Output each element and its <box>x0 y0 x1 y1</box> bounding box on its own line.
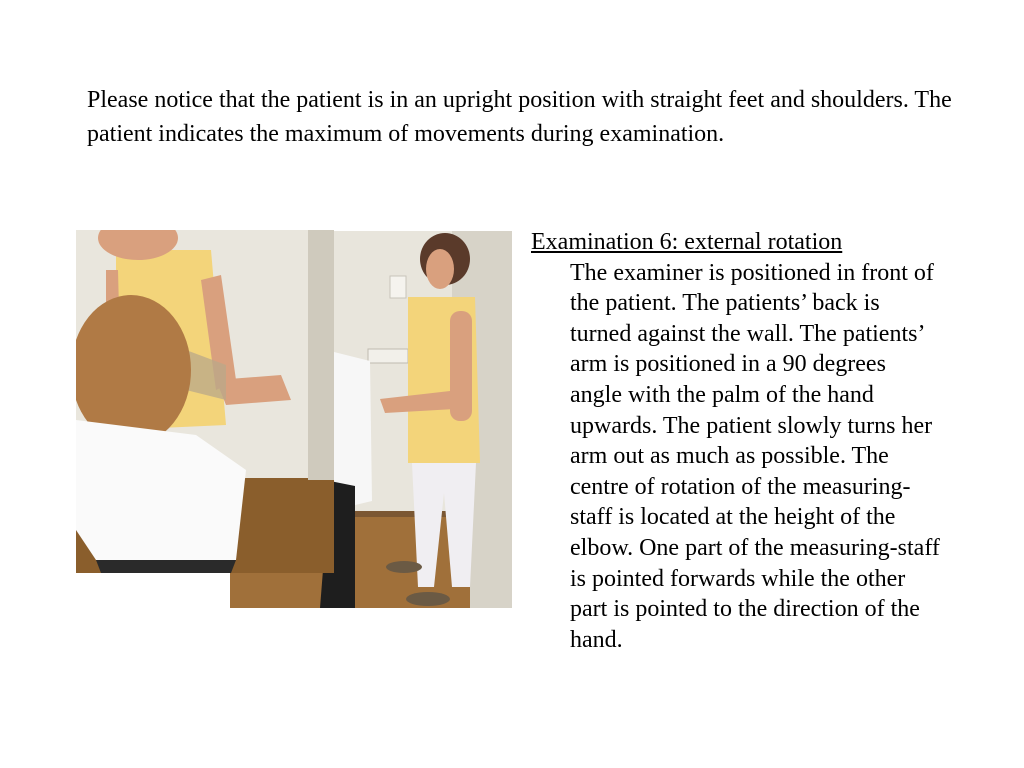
photo-close-up <box>76 230 334 573</box>
intro-paragraph: Please notice that the patient is in an upright position with straight feet and shoulders. The patient indicates the maximum of movements during examination. <box>87 87 952 147</box>
examination-text-block <box>531 227 951 655</box>
examination-title: Examination 6: external rotation <box>531 229 843 255</box>
examination-description: The examiner is positioned in front of the patient. The patients’ back is turned against the wall. The patients’ arm is positioned in a 90 degrees angle with the palm of the hand upwards. The patient slowly turns her arm out as much as possible. The centre of rotation of the measuring-staff is located at the height of the elbow. One part of the measuring-staff is pointed forwards while the other part is pointed to the direction of the hand. <box>570 259 940 653</box>
